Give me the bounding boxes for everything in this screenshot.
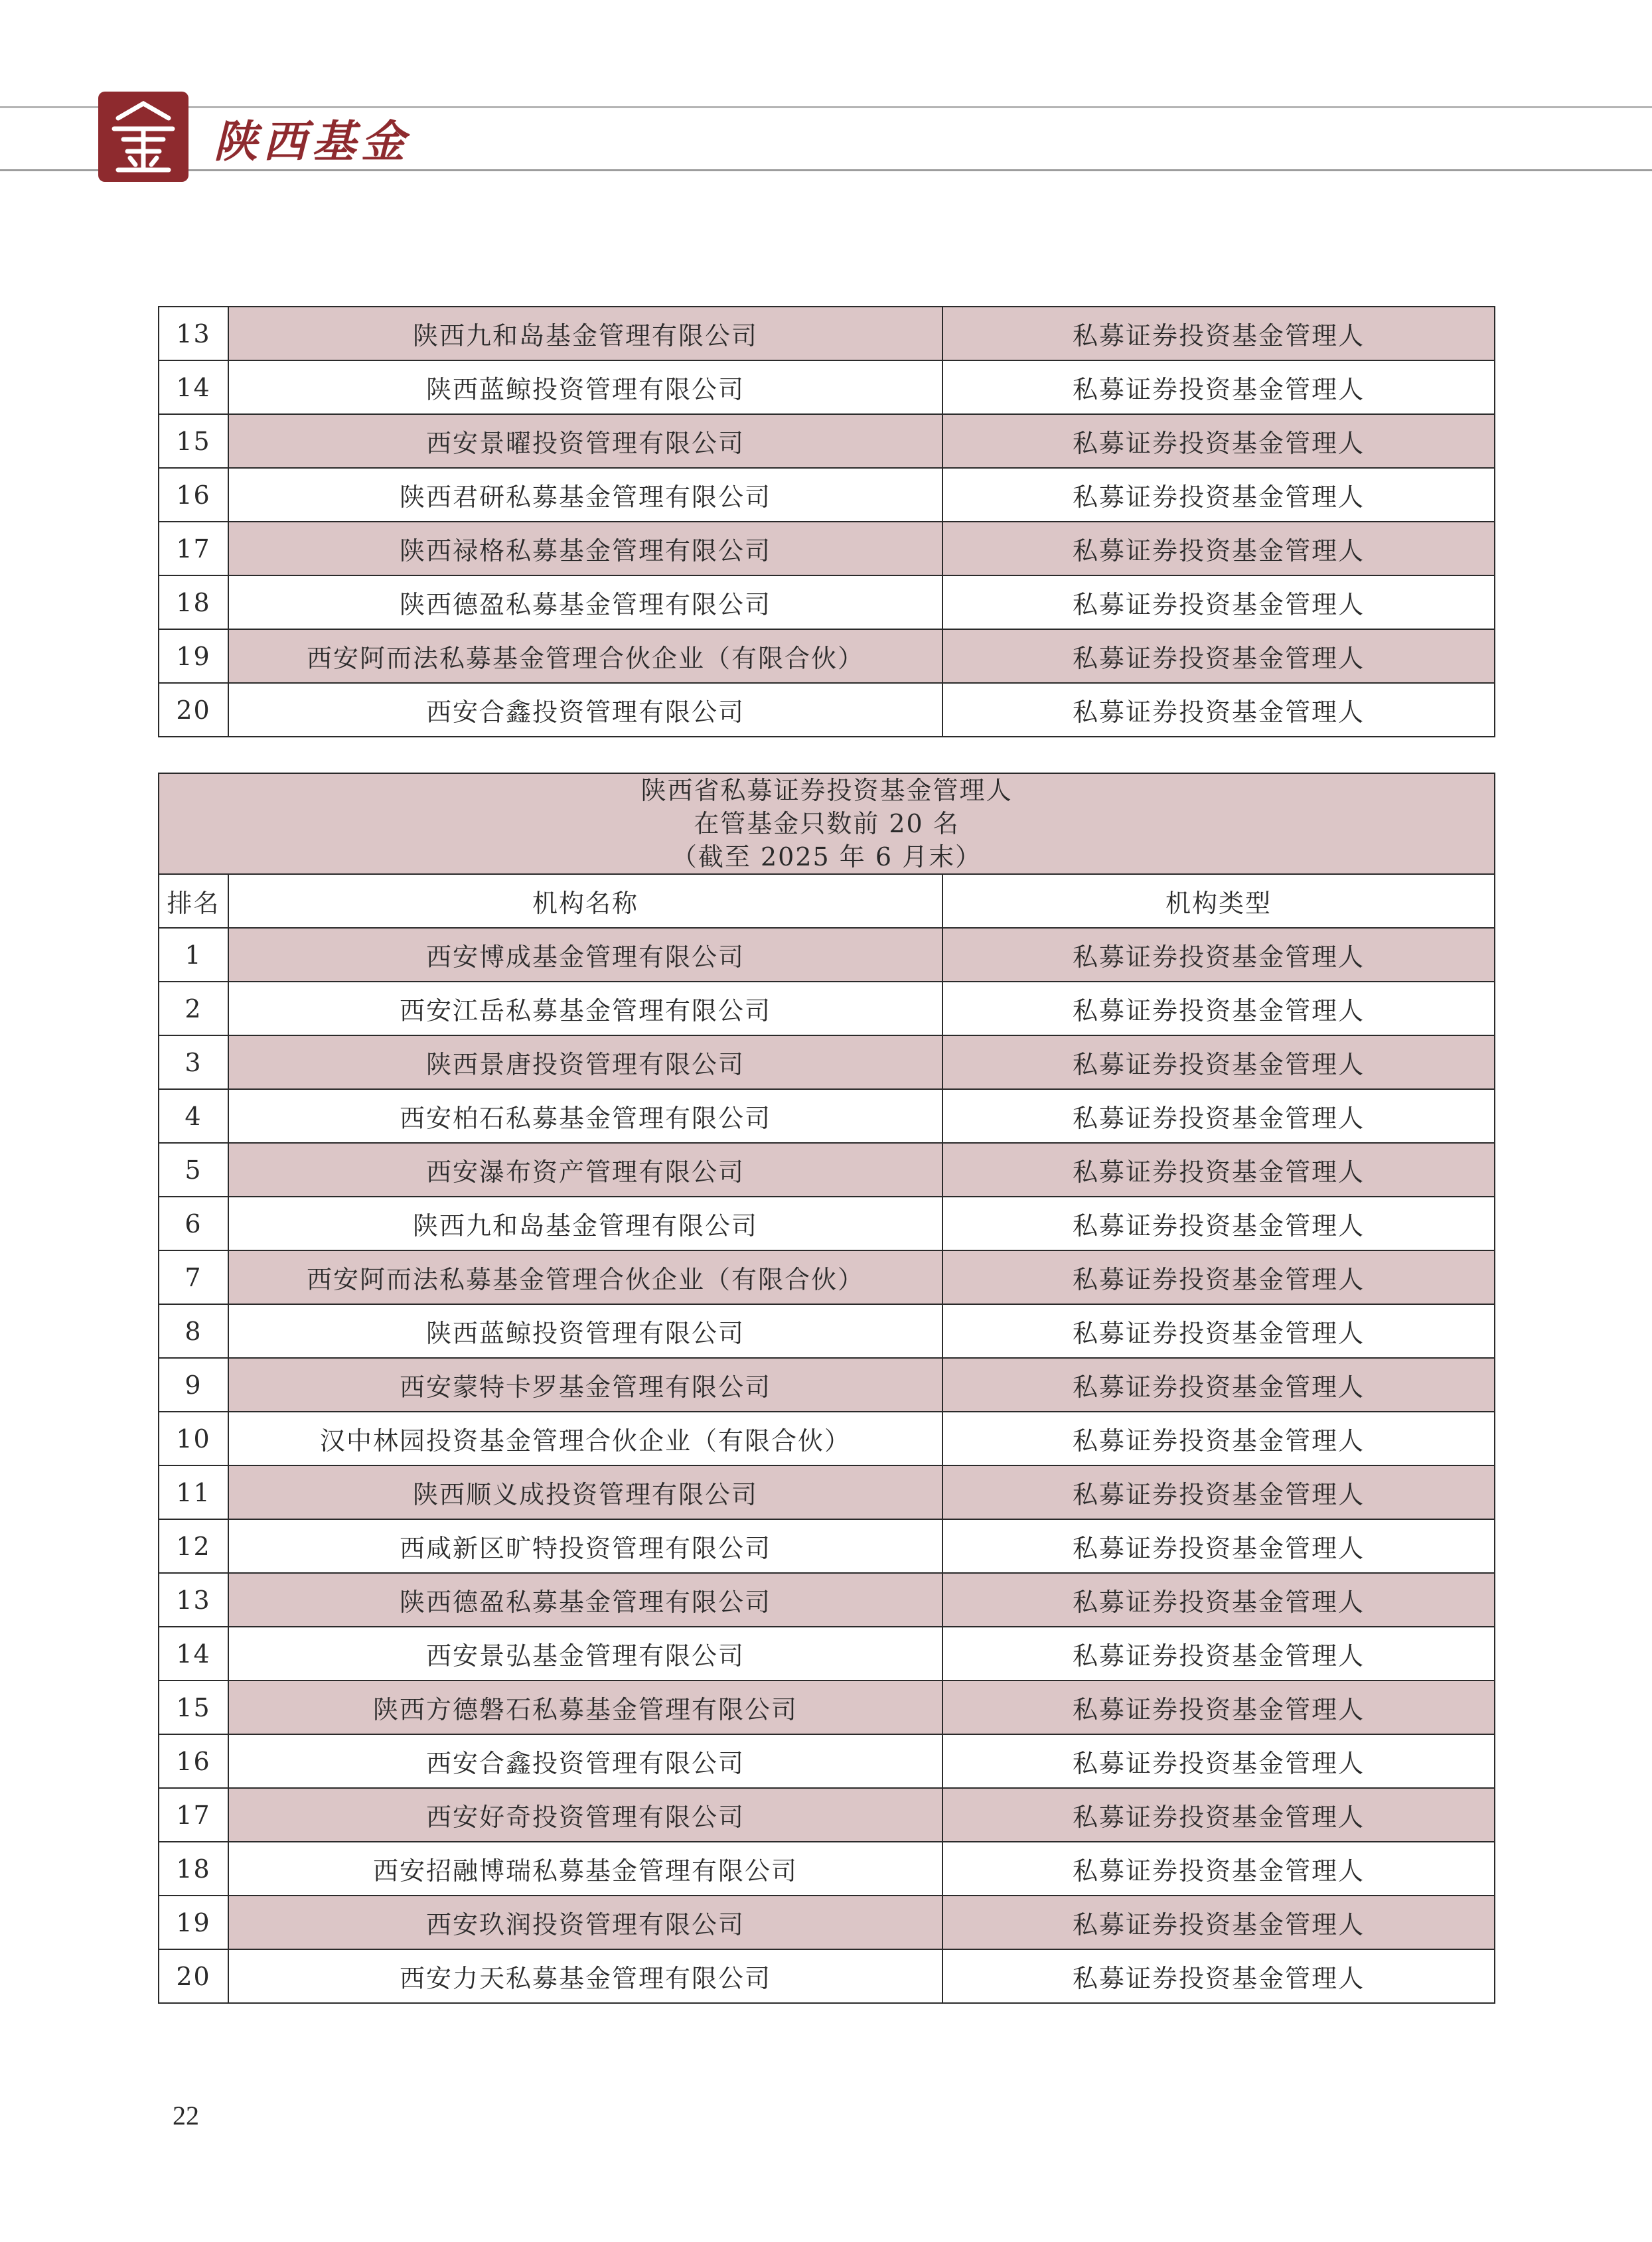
cell-type: 私募证券投资基金管理人 <box>942 468 1495 522</box>
cell-type: 私募证券投资基金管理人 <box>942 360 1495 414</box>
table-row <box>159 1519 1495 1573</box>
table-row <box>159 629 1495 683</box>
table-row <box>159 1949 1495 2003</box>
cell-name: 陕西蓝鲸投资管理有限公司 <box>228 1304 942 1358</box>
table-row <box>159 1143 1495 1197</box>
table-row <box>159 1089 1495 1143</box>
cell-name: 西安好奇投资管理有限公司 <box>228 1788 942 1842</box>
cell-type: 私募证券投资基金管理人 <box>942 1358 1495 1412</box>
cell-name: 西安玖润投资管理有限公司 <box>228 1896 942 1949</box>
table-title-line: （截至 2025 年 6 月末） <box>671 842 982 871</box>
cell-type: 私募证券投资基金管理人 <box>942 1788 1495 1842</box>
cell-type: 私募证券投资基金管理人 <box>942 1627 1495 1681</box>
table-row <box>159 1412 1495 1465</box>
cell-name: 陕西蓝鲸投资管理有限公司 <box>228 360 942 414</box>
cell-rank: 19 <box>159 1896 228 1949</box>
cell-rank: 12 <box>159 1519 228 1573</box>
cell-name: 西安招融博瑞私募基金管理有限公司 <box>228 1842 942 1896</box>
cell-name: 陕西景唐投资管理有限公司 <box>228 1035 942 1089</box>
cell-name: 西安合鑫投资管理有限公司 <box>228 1734 942 1788</box>
table-row <box>159 1304 1495 1358</box>
cell-rank: 3 <box>159 1035 228 1089</box>
cell-type: 私募证券投资基金管理人 <box>942 629 1495 683</box>
table-row <box>159 1788 1495 1842</box>
cell-rank: 16 <box>159 1734 228 1788</box>
cell-rank: 18 <box>159 1842 228 1896</box>
brand-title: 陕西基金 <box>214 115 410 167</box>
table-row <box>159 1627 1495 1681</box>
cell-rank: 14 <box>159 360 228 414</box>
cell-name: 陕西顺义成投资管理有限公司 <box>228 1465 942 1519</box>
table-row <box>159 1573 1495 1627</box>
cell-type: 私募证券投资基金管理人 <box>942 1681 1495 1734</box>
cell-rank: 20 <box>159 683 228 737</box>
cell-name: 西安阿而法私募基金管理合伙企业（有限合伙） <box>228 1250 942 1304</box>
cell-type: 私募证券投资基金管理人 <box>942 1250 1495 1304</box>
cell-type: 私募证券投资基金管理人 <box>942 307 1495 360</box>
cell-type: 私募证券投资基金管理人 <box>942 1089 1495 1143</box>
cell-rank: 4 <box>159 1089 228 1143</box>
column-header-rank: 排名 <box>159 874 228 928</box>
cell-rank: 10 <box>159 1412 228 1465</box>
table-row <box>159 1465 1495 1519</box>
cell-rank: 2 <box>159 982 228 1035</box>
table-title-line: 在管基金只数前 20 名 <box>694 809 960 838</box>
cell-rank: 17 <box>159 1788 228 1842</box>
cell-rank: 20 <box>159 1949 228 2003</box>
cell-name: 西安博成基金管理有限公司 <box>228 928 942 982</box>
cell-name: 西安瀑布资产管理有限公司 <box>228 1143 942 1197</box>
table-row <box>159 1358 1495 1412</box>
table-title-line: 陕西省私募证券投资基金管理人 <box>640 776 1013 805</box>
cell-type: 私募证券投资基金管理人 <box>942 1573 1495 1627</box>
cell-type: 私募证券投资基金管理人 <box>942 683 1495 737</box>
table-row <box>159 1035 1495 1089</box>
cell-type: 私募证券投资基金管理人 <box>942 1734 1495 1788</box>
table-row <box>159 982 1495 1035</box>
cell-type: 私募证券投资基金管理人 <box>942 1304 1495 1358</box>
table-row <box>159 1681 1495 1734</box>
cell-name: 西安合鑫投资管理有限公司 <box>228 683 942 737</box>
cell-type: 私募证券投资基金管理人 <box>942 1143 1495 1197</box>
cell-name: 西安景曜投资管理有限公司 <box>228 414 942 468</box>
cell-rank: 8 <box>159 1304 228 1358</box>
cell-rank: 17 <box>159 522 228 575</box>
column-header-type: 机构类型 <box>942 874 1495 928</box>
table-row <box>159 360 1495 414</box>
table-row <box>159 1250 1495 1304</box>
cell-type: 私募证券投资基金管理人 <box>942 982 1495 1035</box>
cell-type: 私募证券投资基金管理人 <box>942 1197 1495 1250</box>
seal-logo-icon <box>98 92 188 182</box>
table-row <box>159 1896 1495 1949</box>
table-title-row <box>159 773 1495 874</box>
cell-type: 私募证券投资基金管理人 <box>942 1035 1495 1089</box>
table-row <box>159 522 1495 575</box>
cell-name: 陕西九和岛基金管理有限公司 <box>228 307 942 360</box>
cell-rank: 5 <box>159 1143 228 1197</box>
cell-type: 私募证券投资基金管理人 <box>942 414 1495 468</box>
cell-rank: 13 <box>159 307 228 360</box>
ranking-table <box>158 773 1495 2004</box>
cell-type: 私募证券投资基金管理人 <box>942 1412 1495 1465</box>
cell-type: 私募证券投资基金管理人 <box>942 522 1495 575</box>
cell-rank: 15 <box>159 414 228 468</box>
cell-name: 西安阿而法私募基金管理合伙企业（有限合伙） <box>228 629 942 683</box>
cell-rank: 7 <box>159 1250 228 1304</box>
column-header-name: 机构名称 <box>228 874 942 928</box>
cell-name: 西安力天私募基金管理有限公司 <box>228 1949 942 2003</box>
page-number: 22 <box>173 2101 199 2130</box>
cell-name: 陕西禄格私募基金管理有限公司 <box>228 522 942 575</box>
table-row <box>159 683 1495 737</box>
cell-name: 陕西君研私募基金管理有限公司 <box>228 468 942 522</box>
cell-name: 陕西方德磐石私募基金管理有限公司 <box>228 1681 942 1734</box>
cell-rank: 9 <box>159 1358 228 1412</box>
cell-type: 私募证券投资基金管理人 <box>942 1896 1495 1949</box>
table-row <box>159 468 1495 522</box>
cell-type: 私募证券投资基金管理人 <box>942 575 1495 629</box>
table-row <box>159 1842 1495 1896</box>
cell-name: 西安柏石私募基金管理有限公司 <box>228 1089 942 1143</box>
table-row <box>159 1734 1495 1788</box>
cell-type: 私募证券投资基金管理人 <box>942 1519 1495 1573</box>
cell-name: 西安景弘基金管理有限公司 <box>228 1627 942 1681</box>
cell-name: 西咸新区旷特投资管理有限公司 <box>228 1519 942 1573</box>
cell-type: 私募证券投资基金管理人 <box>942 928 1495 982</box>
cell-rank: 1 <box>159 928 228 982</box>
cell-rank: 16 <box>159 468 228 522</box>
cell-type: 私募证券投资基金管理人 <box>942 1465 1495 1519</box>
cell-name: 陕西德盈私募基金管理有限公司 <box>228 1573 942 1627</box>
cell-type: 私募证券投资基金管理人 <box>942 1949 1495 2003</box>
cell-rank: 14 <box>159 1627 228 1681</box>
cell-rank: 15 <box>159 1681 228 1734</box>
cell-rank: 11 <box>159 1465 228 1519</box>
table-header-row <box>159 874 1495 928</box>
cell-name: 陕西德盈私募基金管理有限公司 <box>228 575 942 629</box>
cell-rank: 19 <box>159 629 228 683</box>
continued-ranking-table <box>158 306 1495 737</box>
cell-name: 汉中林园投资基金管理合伙企业（有限合伙） <box>228 1412 942 1465</box>
table-row <box>159 928 1495 982</box>
table-row <box>159 307 1495 360</box>
cell-name: 陕西九和岛基金管理有限公司 <box>228 1197 942 1250</box>
table-title <box>159 773 1495 874</box>
cell-rank: 13 <box>159 1573 228 1627</box>
cell-rank: 6 <box>159 1197 228 1250</box>
cell-rank: 18 <box>159 575 228 629</box>
table-row <box>159 575 1495 629</box>
cell-type: 私募证券投资基金管理人 <box>942 1842 1495 1896</box>
table-row <box>159 414 1495 468</box>
cell-name: 西安江岳私募基金管理有限公司 <box>228 982 942 1035</box>
table-row <box>159 1197 1495 1250</box>
header-rule-top <box>0 106 1652 108</box>
cell-name: 西安蒙特卡罗基金管理有限公司 <box>228 1358 942 1412</box>
